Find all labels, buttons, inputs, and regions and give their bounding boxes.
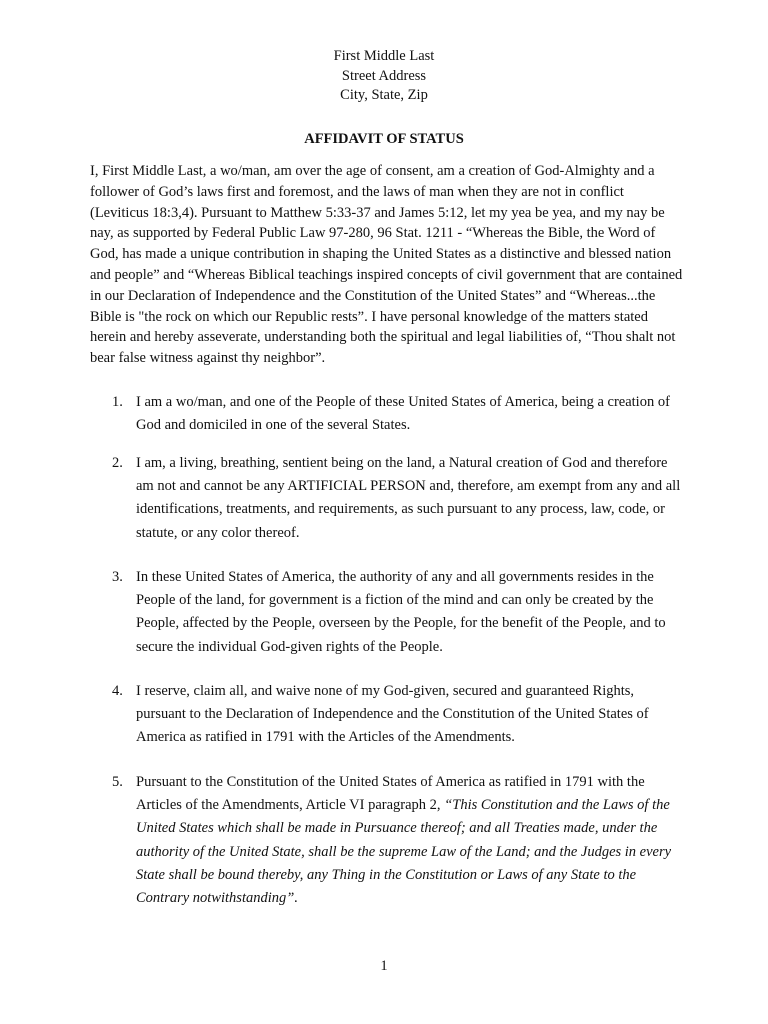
list-item-1 [90,391,686,437]
street-address: Street Address [341,67,427,84]
address-block [0,47,768,106]
intro-paragraph: I, First Middle Last, a wo/man, am over the age of consent, am a creation of God-Almighty and a follower of God’s laws first and foremost, and the laws of man when they are not in conflict (Leviticus 18:3,4). Pursuant to Matthew 5:33-37 and James 5:12, let my yea be yea, and my nay be nay, as supported by Federal Public Law 97-280, 96 Stat. 1211 - “Whereas the Bible, the Word of God, has made a unique contribution in shaping the United States as a distinctive and blessed nation and people” and “Whereas Biblical teachings inspired concepts of civil government that are contained in our Declaration of Independence and the Constitution of the United States” and “Whereas...the Bible is "the rock on which our Republic rests”. I have personal knowledge of the matters stated herein and hereby asseverate, understanding both the spiritual and legal liabilities of, “Thou shalt not bear false witness against thy neighbor”. [90,163,683,367]
constitution-quote: “This Constitution and the Laws of the United States which shall be made in Pursuance thereof; and all Treaties made, under the authority of the United State, shall be the supreme Law of the Land; and the Judges in every State shall be bound thereby, any Thing in the Constitution or Laws of any State to the Contrary notwithstanding”. [136,797,672,907]
city-state-zip: City, State, Zip [340,87,428,103]
list-number: 2. [112,455,123,471]
list-number: 5. [112,774,123,790]
list-text: I reserve, claim all, and waive none of my God-given, secured and guaranteed Rights, pursuant to the Declaration of Independence and the Constitution of the United States of America as ratified in 1791 with the Articles of the Amendments. [136,683,649,746]
list-item-3 [90,566,686,659]
list-text-lead: Pursuant to the Constitution of the United States of America as ratified in 1791 with the Articles of the Amendments, Article VI paragraph 2, [136,774,645,814]
list-item-4 [90,680,686,750]
list-number: 3. [112,569,123,585]
author-name: First Middle Last [333,48,435,64]
list-text: I am a wo/man, and one of the People of these United States of America, being a creation of God and domiciled in one of the several States. [136,394,670,434]
list-text: In these United States of America, the authority of any and all governments resides in the People of the land, for government is a fiction of the mind and can only be created by the People, affected by the People, overseen by the People, for the benefit of the People, and to secure the individual God-given rights of the People. [136,569,666,655]
list-text [136,771,686,910]
document-title: AFFIDAVIT OF STATUS [304,131,464,147]
list-item-5 [90,771,686,910]
list-item-2 [90,452,686,545]
list-number: 1. [112,394,123,410]
list-number: 4. [112,683,123,699]
page-number: 1 [380,958,388,974]
list-text: I am, a living, breathing, sentient being on the land, a Natural creation of God and therefore am not and cannot be any ARTIFICIAL PERSON and, therefore, am exempt from any and all identifications, treatments, and requirements, as such pursuant to any process, law, code, or statute, or any color thereof. [136,455,681,541]
